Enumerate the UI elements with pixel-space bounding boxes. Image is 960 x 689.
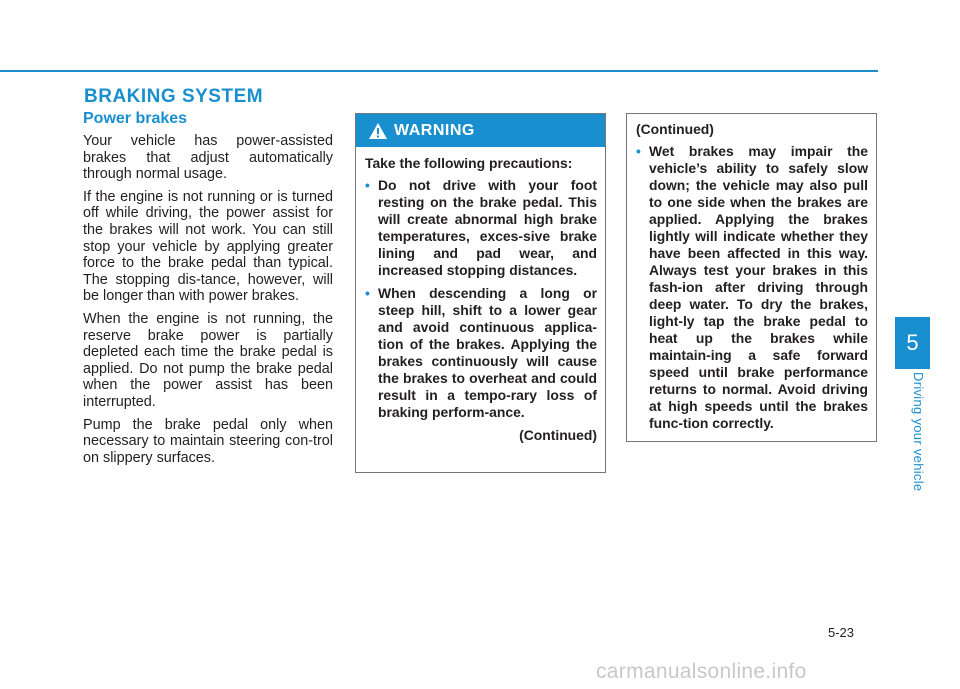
continued-lead: (Continued)	[636, 121, 714, 137]
chapter-label: Driving your vehicle	[911, 372, 926, 492]
continued-box	[626, 113, 877, 442]
bullet-dot: •	[365, 285, 370, 301]
continued-bullet	[636, 143, 868, 432]
body-paragraph: Your vehicle has power-assisted brakes that adjust automatically through normal usage.	[83, 133, 333, 183]
subheading-power-brakes: Power brakes	[83, 110, 188, 127]
warning-bullet-text: When descending a long or steep hill, shift to a lower gear and avoid continuous applica-tion of the brakes. Applying the brakes continuously will cause the brakes to overheat and could result in a tempo-rary loss of braking perform-ance.	[378, 285, 597, 420]
warning-list	[365, 177, 597, 421]
body-paragraph: If the engine is not running or is turned off while driving, the power assist for the brakes will not work. You can still stop your vehicle by applying greater force to the brake pedal than typical. The stopping dis-tance, however, will be longer than with power brakes.	[83, 188, 333, 305]
continued-label: (Continued)	[519, 427, 597, 443]
chapter-tab: 5	[895, 317, 930, 369]
warning-title: WARNING	[394, 121, 475, 139]
header-rule	[0, 70, 878, 72]
warning-lead: Take the following precautions:	[365, 155, 573, 171]
continued-content	[627, 114, 876, 432]
continued-list	[636, 143, 868, 432]
warning-triangle-icon	[368, 122, 388, 140]
warning-header	[356, 114, 605, 147]
continued-bullet-text: Wet brakes may impair the vehicle’s ability to safely slow down; the vehicle may also pull to one side when the brakes are applied. Applying the brakes lightly will indicate whether they have been affected in this way. Always test your brakes in this fash-ion after driving through deep water. To dry the brakes, light-ly tap the brake pedal to heat up the brakes while maintain-ing a safe forward speed until brake performance returns to normal. Avoid driving at high speeds until the brakes func-tion correctly.	[649, 143, 868, 431]
body-text-column	[83, 133, 333, 472]
warning-box	[355, 113, 606, 473]
warning-bullet-text: Do not drive with your foot resting on the brake pedal. This will create abnormal high brake temperatures, exces-sive brake lining and pad wear, and increased stopping distances.	[378, 177, 597, 278]
bullet-dot: •	[636, 143, 641, 159]
warning-content	[356, 147, 605, 444]
warning-bullet	[365, 177, 597, 279]
warning-bullet	[365, 285, 597, 421]
section-title: BRAKING SYSTEM	[84, 86, 264, 107]
body-paragraph: When the engine is not running, the reserve brake power is partially depleted each time the brake pedal is applied. Do not pump the brake pedal when the power assist has been interrupted.	[83, 310, 333, 410]
watermark: carmanualsonline.info	[596, 660, 807, 683]
body-paragraph: Pump the brake pedal only when necessary to maintain steering con-trol on slippery surfaces.	[83, 416, 333, 466]
bullet-dot: •	[365, 177, 370, 193]
page-number: 5-23	[828, 625, 855, 640]
